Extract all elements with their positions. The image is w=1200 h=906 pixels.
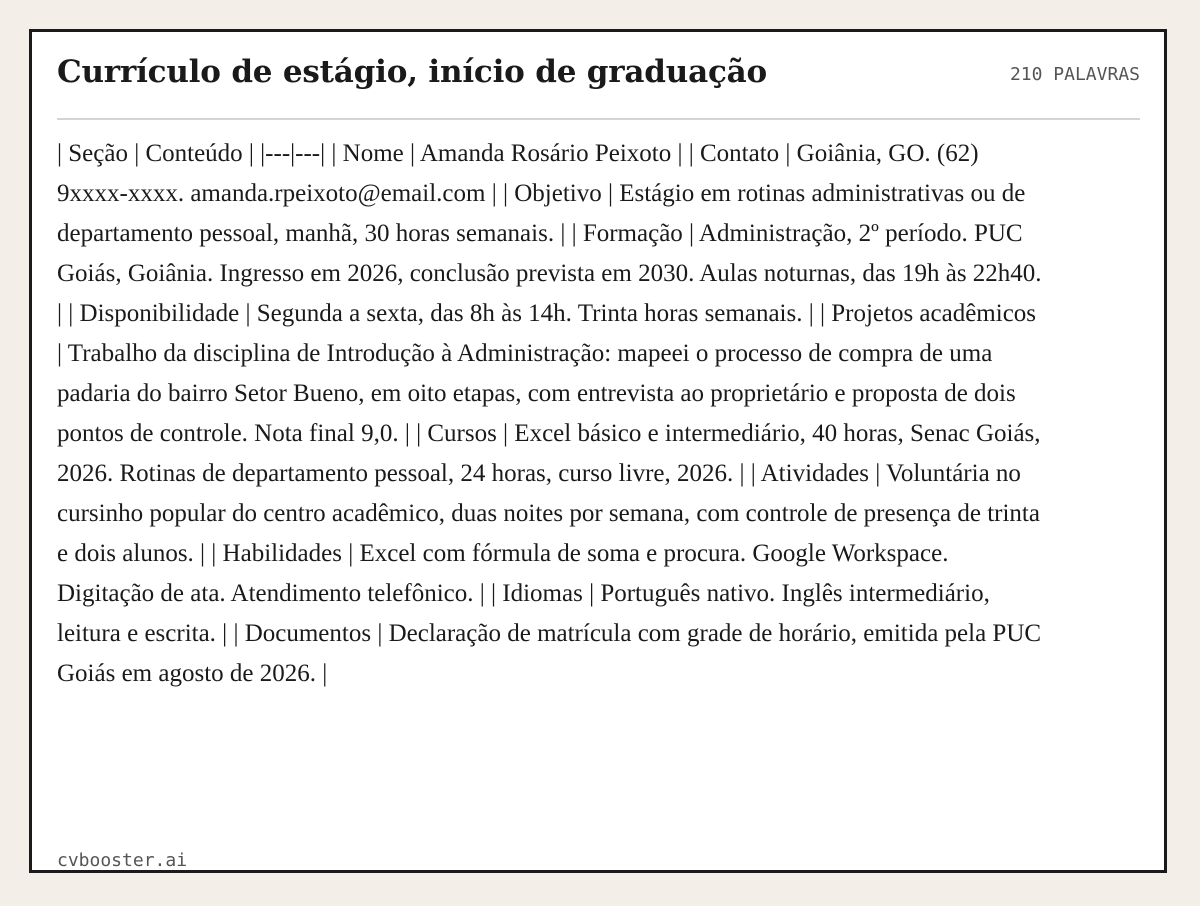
resume-body-text: | Seção | Conteúdo | |---|---| | Nome | Amanda Rosário Peixoto | | Contato | Goiânia, GO. (62) 9xxxx-xxxx. amanda.rpeixoto@email.com | | Objetivo | Estágio em rotinas administrativas ou de departamento pessoal, manhã, 30 horas semanais. | | Formação | Administração, 2º período. PUC Goiás, Goiânia. Ingresso em 2026, conclusão prevista em 2030. Aulas noturnas, das 19h às 22h40. | | Disponibilidade | Segunda a sexta, das 8h às 14h. Trinta horas semanais. | | Projetos acadêmicos | Trabalho da disciplina de Introdução à Administração: mapeei o processo de compra de uma padaria do bairro Setor Bueno, em oito etapas, com entrevista ao proprietário e proposta de dois pontos de controle. Nota final 9,0. | | Cursos | Excel básico e intermediário, 40 horas, Senac Goiás, 2026. Rotinas de departamento pessoal, 24 horas, curso livre, 2026. | | Atividades | Voluntária no cursinho popular do centro acadêmico, duas noites por semana, com controle de presença de trinta e dois alunos. | | Habilidades | Excel com fórmula de soma e procura. Google Workspace. Digitação de ata. Atendimento telefônico. | | Idiomas | Português nativo. Inglês intermediário, leitura e escrita. | | Documentos | Declaração de matrícula com grade de horário, emitida pela PUC Goiás em agosto de 2026. | bbox=[57, 140, 1042, 687]
document-title: Currículo de estágio, início de graduação bbox=[57, 54, 768, 90]
footer-brand: cvbooster.ai bbox=[57, 850, 188, 871]
resume-card bbox=[29, 29, 1167, 873]
document-header bbox=[57, 50, 1140, 120]
word-count-label: 210 PALAVRAS bbox=[1009, 64, 1140, 85]
